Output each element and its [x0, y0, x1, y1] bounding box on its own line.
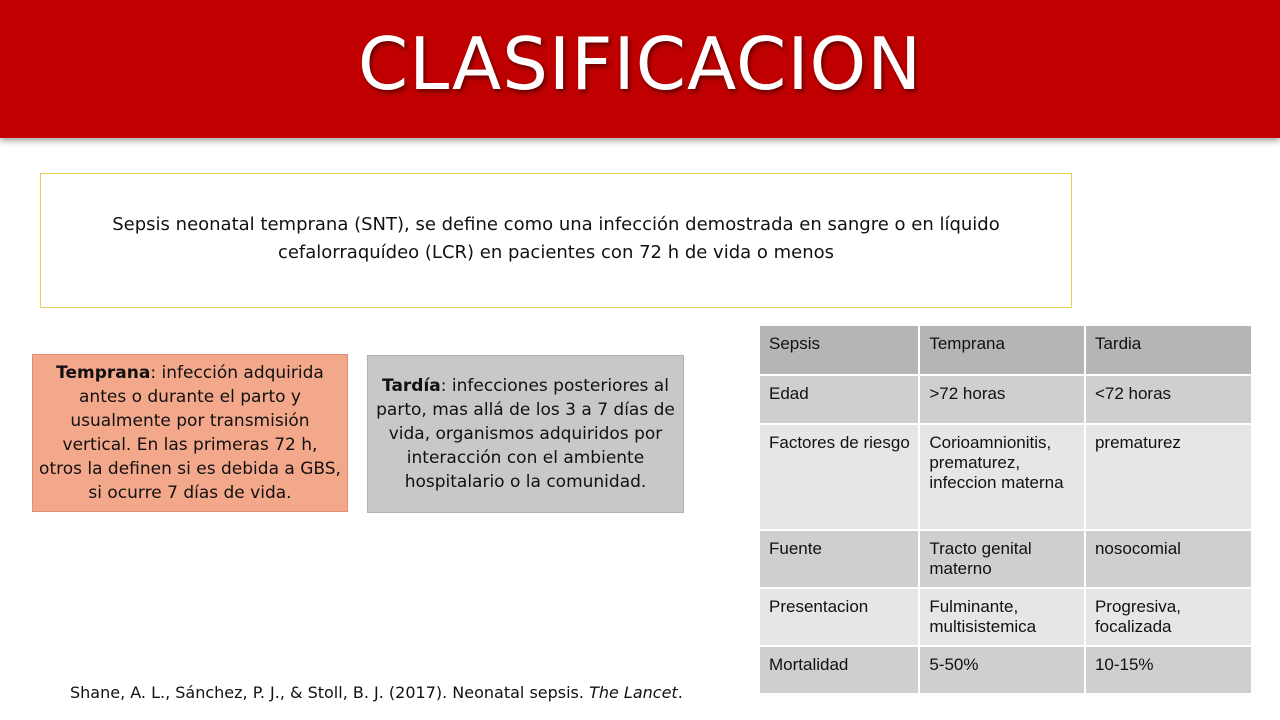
header-cell: Sepsis — [759, 325, 919, 375]
table-cell: Fuente — [759, 530, 919, 588]
table-cell: Mortalidad — [759, 646, 919, 694]
early-sepsis-card — [32, 354, 348, 512]
table-cell: <72 horas — [1085, 375, 1252, 424]
table-cell: prematurez — [1085, 424, 1252, 530]
slide-title: CLASIFICACION — [357, 22, 923, 106]
late-description: : infecciones posteriores al parto, mas allá de los 3 a 7 días de vida, organismos adquiridos por interacción con el ambiente hospitalario o la comunidad. — [376, 376, 675, 492]
table-row — [759, 588, 1252, 646]
table-cell: 10-15% — [1085, 646, 1252, 694]
sepsis-comparison-table — [758, 324, 1253, 695]
table-cell: Presentacion — [759, 588, 919, 646]
early-description: : infección adquirida antes o durante el parto y usualmente por transmisión vertical. En las primeras 72 h, otros la definen si es debida a GBS, si ocurre 7 días de vida. — [39, 363, 341, 503]
late-sepsis-text — [368, 374, 683, 494]
table-cell: Factores de riesgo — [759, 424, 919, 530]
early-term: Temprana — [56, 363, 151, 383]
definition-text: Sepsis neonatal temprana (SNT), se define como una infección demostrada en sangre o en líquido cefalorraquídeo (LCR) en pacientes con 72 h de vida o menos — [112, 213, 1000, 263]
early-sepsis-text — [33, 361, 347, 505]
late-sepsis-card — [367, 355, 684, 513]
citation — [70, 683, 683, 702]
table-row — [759, 646, 1252, 694]
citation-journal: The Lancet — [589, 683, 678, 702]
table-cell: >72 horas — [919, 375, 1085, 424]
definition-box — [40, 173, 1072, 308]
table-cell: nosocomial — [1085, 530, 1252, 588]
table-cell: 5-50% — [919, 646, 1085, 694]
table-cell: Fulminante, multisistemica — [919, 588, 1085, 646]
title-banner — [0, 0, 1280, 138]
table-cell: Tracto genital materno — [919, 530, 1085, 588]
table-header-row — [759, 325, 1252, 375]
table-row — [759, 424, 1252, 530]
header-cell: Tardia — [1085, 325, 1252, 375]
late-term: Tardía — [382, 376, 441, 396]
table-row — [759, 375, 1252, 424]
table-cell: Progresiva, focalizada — [1085, 588, 1252, 646]
table-row — [759, 530, 1252, 588]
table-cell: Corioamnionitis, prematurez, infeccion materna — [919, 424, 1085, 530]
citation-authors: Shane, A. L., Sánchez, P. J., & Stoll, B. J. (2017). Neonatal sepsis. — [70, 683, 590, 702]
header-cell: Temprana — [919, 325, 1085, 375]
table-cell: Edad — [759, 375, 919, 424]
citation-end: . — [677, 683, 683, 702]
